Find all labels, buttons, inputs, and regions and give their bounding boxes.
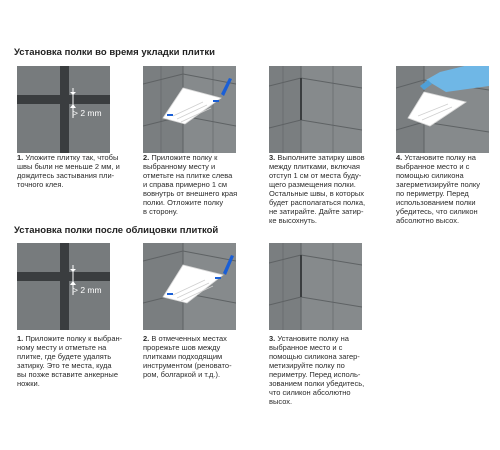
step-1-2-illustration bbox=[143, 66, 236, 153]
step-1-1-caption: 1. Уложите плитку так, чтобы швы были не меньше 2 мм, и дождитесь застывания пли- точного клея. bbox=[17, 153, 120, 189]
step-2-1-caption: 1. Приложите полку к выбран- ному месту и отметьте на плитке, где будете удалять затирку. Это те места, куда вы позже вставите анкерные ножки. bbox=[17, 334, 123, 388]
step-1-3-illustration bbox=[269, 66, 362, 153]
gap-label: > 2 mm bbox=[73, 285, 102, 295]
step-1-3-caption: 3. Выполните затирку швов между плитками, включая отступ 1 см от места буду- щего размещения полки. Остальные швы, в которых будет располагаться полка, не затирайте. Дайте затир- ке высохнуть. bbox=[269, 153, 366, 225]
step-1-4-illustration bbox=[396, 66, 489, 153]
step-2-2-illustration bbox=[143, 243, 236, 330]
step-2-3-caption: 3. Установите полку на выбранное место и с помощью силикона загер- метизируйте полку по периметру. Перед исполь- зованием полки убедитесь, что силикон абсолютно высох. bbox=[269, 334, 365, 406]
step-1-1-illustration bbox=[17, 66, 110, 153]
step-2-3-illustration bbox=[269, 243, 362, 330]
step-1-2-caption: 2. Приложите полку к выбранному месту и отметьте на плитке слева и справа примерно 1 см вовнутрь от внешнего края полки. Отложите полку в сторону. bbox=[143, 153, 238, 216]
step-2-2-caption: 2. В отмеченных местах прорежьте шов между плитками подходящим инструментом (реновато- ром, болгаркой и т.д.). bbox=[143, 334, 232, 379]
step-1-4-caption: 4. Установите полку на выбранное место и с помощью силикона загерметизируйте полку по периметру. Перед использованием полки убедитесь, что силикон абсолютно высох. bbox=[396, 153, 481, 225]
gap-label: > 2 mm bbox=[73, 108, 102, 118]
step-2-1-illustration bbox=[17, 243, 110, 330]
section-2-heading: Установка полки после облицовки плиткой bbox=[14, 225, 219, 236]
section-1-heading: Установка полки во время укладки плитки bbox=[14, 47, 215, 58]
